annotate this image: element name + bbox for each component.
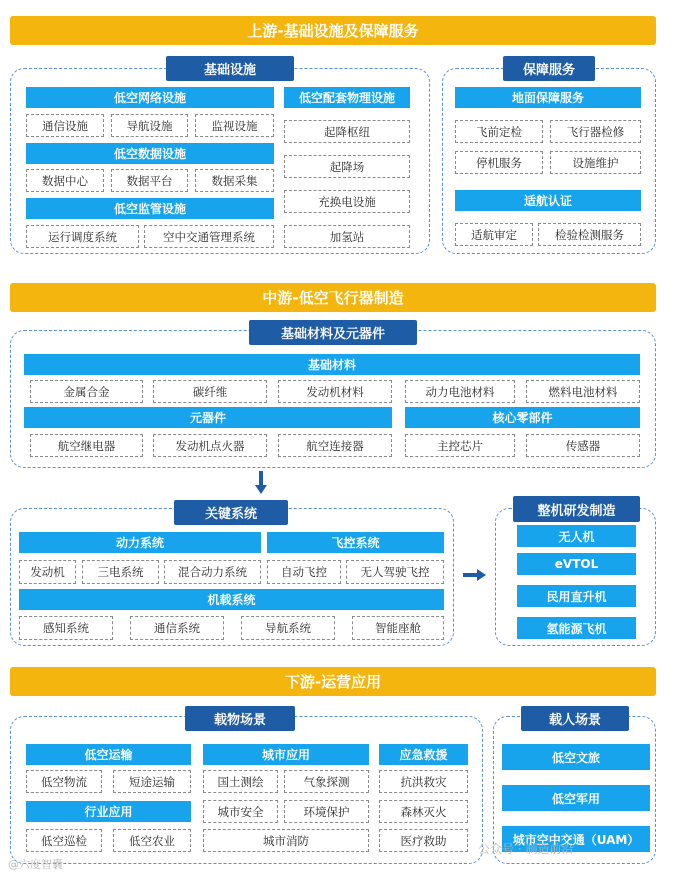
leaf-data-center: 数据中心 [26,169,104,192]
leaf-fuel-cell: 燃料电池材料 [526,380,640,403]
leaf-preflight: 飞前定检 [455,120,543,143]
airworthiness-header: 适航认证 [455,190,641,211]
vehicle-helicopter: 民用直升机 [517,585,636,607]
onboard-header: 机载系统 [19,589,444,610]
leaf-facility-maint: 设施维护 [550,151,641,174]
midstream-banner: 中游-低空飞行器制造 [10,283,656,312]
emergency-header: 应急救援 [379,744,468,765]
leaf-communication: 通信系统 [130,616,224,640]
leaf-autopilot: 自动飞控 [267,560,341,584]
upstream-banner: 上游-基础设施及保障服务 [10,16,656,45]
leaf-city-safety: 城市安全 [203,800,278,823]
leaf-carbon-fiber: 碳纤维 [153,380,267,403]
ground-header: 地面保障服务 [455,87,641,108]
leaf-flood-relief: 抗洪救灾 [379,770,468,793]
network-header: 低空网络设施 [26,87,274,108]
leaf-environment: 环境保护 [284,800,369,823]
scene-tourism: 低空文旅 [502,744,650,770]
leaf-atm-system: 空中交通管理系统 [144,225,274,248]
vehicle-drone: 无人机 [517,525,636,547]
flight-control-header: 飞控系统 [267,532,444,553]
vehicle-evtol: eVTOL [517,553,636,575]
components-header: 元器件 [24,407,392,428]
whole-title: 整机研发制造 [513,496,640,522]
infra-title: 基础设施 [166,56,294,81]
leaf-engine: 发动机 [19,560,76,584]
leaf-power-battery: 动力电池材料 [405,380,515,403]
leaf-smart-cockpit: 智能座舱 [352,616,444,640]
leaf-3e-system: 三电系统 [82,560,159,584]
leaf-fire-fighting: 城市消防 [203,829,369,852]
leaf-sensor: 传感器 [526,434,640,457]
leaf-inspection: 检验检测服务 [538,223,641,246]
leaf-vertiport-hub: 起降枢纽 [284,120,410,143]
transport-header: 低空运输 [26,744,191,765]
leaf-low-alt-logistics: 低空物流 [26,770,102,793]
leaf-hybrid: 混合动力系统 [164,560,261,584]
leaf-patrol: 低空巡检 [26,829,102,852]
power-system-header: 动力系统 [19,532,261,553]
leaf-navigation: 导航系统 [241,616,335,640]
leaf-nav-facility: 导航设施 [111,114,188,137]
leaf-connector: 航空连接器 [278,434,392,457]
leaf-surveil-facility: 监视设施 [195,114,274,137]
watermark-wechat: 公众号 · 制造前沿 [478,842,574,856]
materials-title: 基础材料及元器件 [249,320,417,345]
vehicle-hydrogen-aircraft: 氢能源飞机 [517,617,636,639]
leaf-igniter: 发动机点火器 [153,434,267,457]
watermark-handle: @六度智囊 [8,858,63,871]
supervision-header: 低空监管设施 [26,198,274,219]
down-arrow-icon [255,471,267,495]
leaf-medical-rescue: 医疗救助 [379,829,468,852]
leaf-perception: 感知系统 [19,616,113,640]
leaf-airworthiness-review: 适航审定 [455,223,533,246]
leaf-relay: 航空继电器 [30,434,143,457]
scene-military: 低空军用 [502,785,650,811]
leaf-agriculture: 低空农业 [113,829,191,852]
leaf-hydrogen: 加氢站 [284,225,410,248]
leaf-surveying: 国土测绘 [203,770,278,793]
leaf-comm-facility: 通信设施 [26,114,104,137]
leaf-vertiport: 起降场 [284,155,410,178]
passenger-title: 载人场景 [521,706,629,731]
leaf-dispatch-system: 运行调度系统 [26,225,139,248]
right-arrow-icon [463,566,487,578]
city-header: 城市应用 [203,744,369,765]
leaf-parking: 停机服务 [455,151,543,174]
core-parts-header: 核心零部件 [405,407,640,428]
leaf-short-haul: 短途运输 [113,770,191,793]
leaf-data-collect: 数据采集 [195,169,274,192]
leaf-charging: 充换电设施 [284,190,410,213]
leaf-metal-alloy: 金属合金 [30,380,143,403]
scene-uam: 城市空中交通（UAM） [502,826,650,852]
leaf-main-chip: 主控芯片 [405,434,515,457]
industry-header: 行业应用 [26,801,191,822]
cargo-title: 载物场景 [185,706,295,731]
physical-header: 低空配套物理设施 [284,87,410,108]
leaf-aircraft-repair: 飞行器检修 [550,120,641,143]
downstream-banner: 下游-运营应用 [10,667,656,696]
key-systems-title: 关键系统 [174,500,288,525]
leaf-weather: 气象探测 [284,770,369,793]
data-header: 低空数据设施 [26,143,274,164]
leaf-data-platform: 数据平台 [111,169,188,192]
base-materials-header: 基础材料 [24,354,640,375]
leaf-unmanned-fc: 无人驾驶飞控 [346,560,444,584]
leaf-forest-fire: 森林灭火 [379,800,468,823]
leaf-engine-material: 发动机材料 [278,380,392,403]
support-title: 保障服务 [503,56,595,81]
